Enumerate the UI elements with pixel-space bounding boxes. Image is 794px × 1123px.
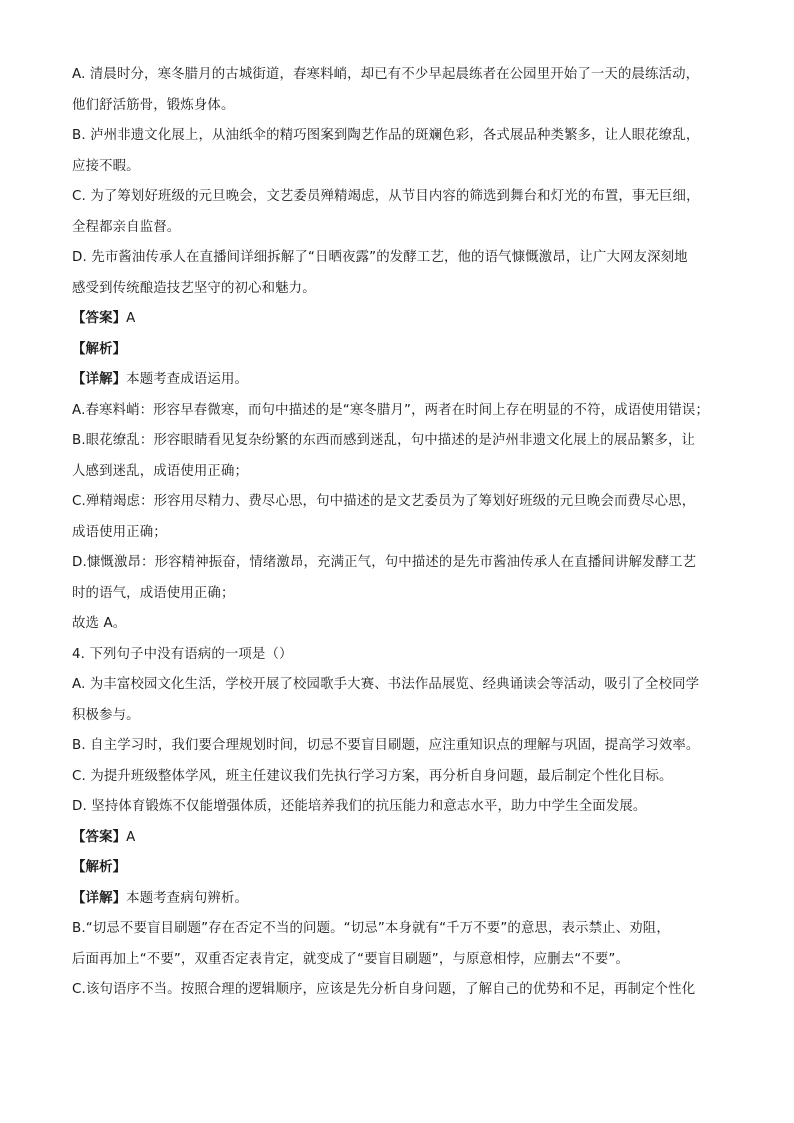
text-line: C.该句语序不当。按照合理的逻辑顺序，应该是先分析自身问题，了解自己的优势和不足，再制定个性化: [72, 982, 696, 997]
text-line: 成语使用正确；: [72, 524, 167, 540]
q3-option-b: [72, 121, 732, 182]
q3-detail: [72, 365, 732, 396]
q4-explanation-b: [72, 914, 732, 975]
document-page: [72, 60, 732, 1006]
text-line: D. 先市酱油传承人在直播间详细拆解了“日晒夜露”的发酵工艺，他的语气慷慨激昂，让广大网友深刻地: [72, 250, 688, 265]
q4-option-d: [72, 792, 732, 823]
q4-option-a: [72, 670, 732, 731]
text-line: D.慷慨激昂：形容精神振奋，情绪激昂，充满正气，句中描述的是先市酱油传承人在直播间讲解发酵工艺: [72, 555, 697, 570]
q4-analysis-label: 【解析】: [72, 860, 127, 875]
text-line: B. 自主学习时，我们要合理规划时间，切忌不要盲目刷题，应注重知识点的理解与巩固，提高学习效率。: [72, 738, 700, 753]
text-line: C.殚精竭虑：形容用尽精力、费尽心思，句中描述的是文艺委员为了筹划好班级的元旦晚会而费尽心思，: [72, 494, 696, 509]
q4-option-c: [72, 762, 732, 793]
detail-text: 本题考查病句辨析。: [126, 890, 249, 906]
answer-label: 【答案】: [72, 311, 127, 326]
text-line: 全程都亲自监督。: [72, 219, 181, 235]
q3-explanation-b: [72, 426, 732, 487]
q3-option-c: [72, 182, 732, 243]
answer-label: 【答案】: [72, 829, 127, 845]
q4-stem: 4. 下列句子中没有语病的一项是（）: [72, 646, 293, 662]
text-line: B.眼花缭乱：形容眼睛看见复杂纷繁的东西而感到迷乱，句中描述的是泸州非遗文化展上的展品繁多，让: [72, 433, 696, 448]
q3-analysis-label: 【解析】: [72, 341, 127, 357]
q3-answer: [72, 304, 732, 335]
text-line: C. 为了筹划好班级的元旦晚会，文艺委员殚精竭虑，从节目内容的筛选到舞台和灯光的布置，事无巨细，: [72, 189, 700, 204]
q4-explanation-c: [72, 975, 732, 1006]
q4-answer: [72, 823, 732, 854]
text-line: B. 泸州非遗文化展上，从油纸伞的精巧图案到陶艺作品的斑斓色彩，各式展品种类繁多，让人眼花缭乱，: [72, 128, 700, 143]
q3-option-d: [72, 243, 732, 304]
q4-option-b: [72, 731, 732, 762]
text-line: 积极参与。: [72, 707, 140, 723]
text-line: A.春寒料峭：形容早春微寒，而句中描述的是“寒冬腊月”，两者在时间上存在明显的不符，成语使用错误；: [72, 402, 709, 418]
detail-text: 本题考查成语运用。: [126, 372, 249, 387]
text-line: B.“切忌不要盲目刷题”存在否定不当的问题。“切忌”本身就有“千万不要”的意思，表示禁止、劝阻，: [72, 921, 670, 936]
text-line: 感受到传统酿造技艺坚守的初心和魅力。: [72, 280, 316, 296]
text-line: A. 为丰富校园文化生活，学校开展了校园歌手大赛、书法作品展览、经典诵读会等活动，吸引了全校同学: [72, 677, 700, 692]
detail-label: 【详解】: [72, 890, 127, 906]
text-line: D. 坚持体育锻炼不仅能增强体质，还能培养我们的抗压能力和意志水平，助力中学生全面发展。: [72, 799, 647, 814]
detail-label: 【详解】: [72, 372, 127, 387]
text-line: 后面再加上“不要”，双重否定表肯定，就变成了“要盲目刷题”，与原意相悖，应删去“不要”。: [72, 951, 630, 967]
text-line: C. 为提升班级整体学风，班主任建议我们先执行学习方案，再分析自身问题，最后制定个性化目标。: [72, 768, 673, 784]
answer-value: A: [126, 829, 136, 845]
text-line: 应接不暇。: [72, 158, 140, 174]
q3-option-a: [72, 60, 732, 121]
text-line: 人感到迷乱，成语使用正确；: [72, 463, 249, 479]
q3-explanation-c: [72, 487, 732, 548]
q3-explanation-d: [72, 548, 732, 609]
answer-value: A: [126, 311, 136, 326]
text-line: 时的语气，成语使用正确；: [72, 585, 235, 601]
q4-detail: [72, 884, 732, 915]
q3-conclusion: 故选 A。: [72, 616, 127, 631]
text-line: 他们舒活筋骨，锻炼身体。: [72, 97, 235, 113]
q3-explanation-a: [72, 396, 732, 427]
text-line: A. 清晨时分，寒冬腊月的古城街道，春寒料峭，却已有不少早起晨练者在公园里开始了一天的晨练活动，: [72, 67, 700, 82]
